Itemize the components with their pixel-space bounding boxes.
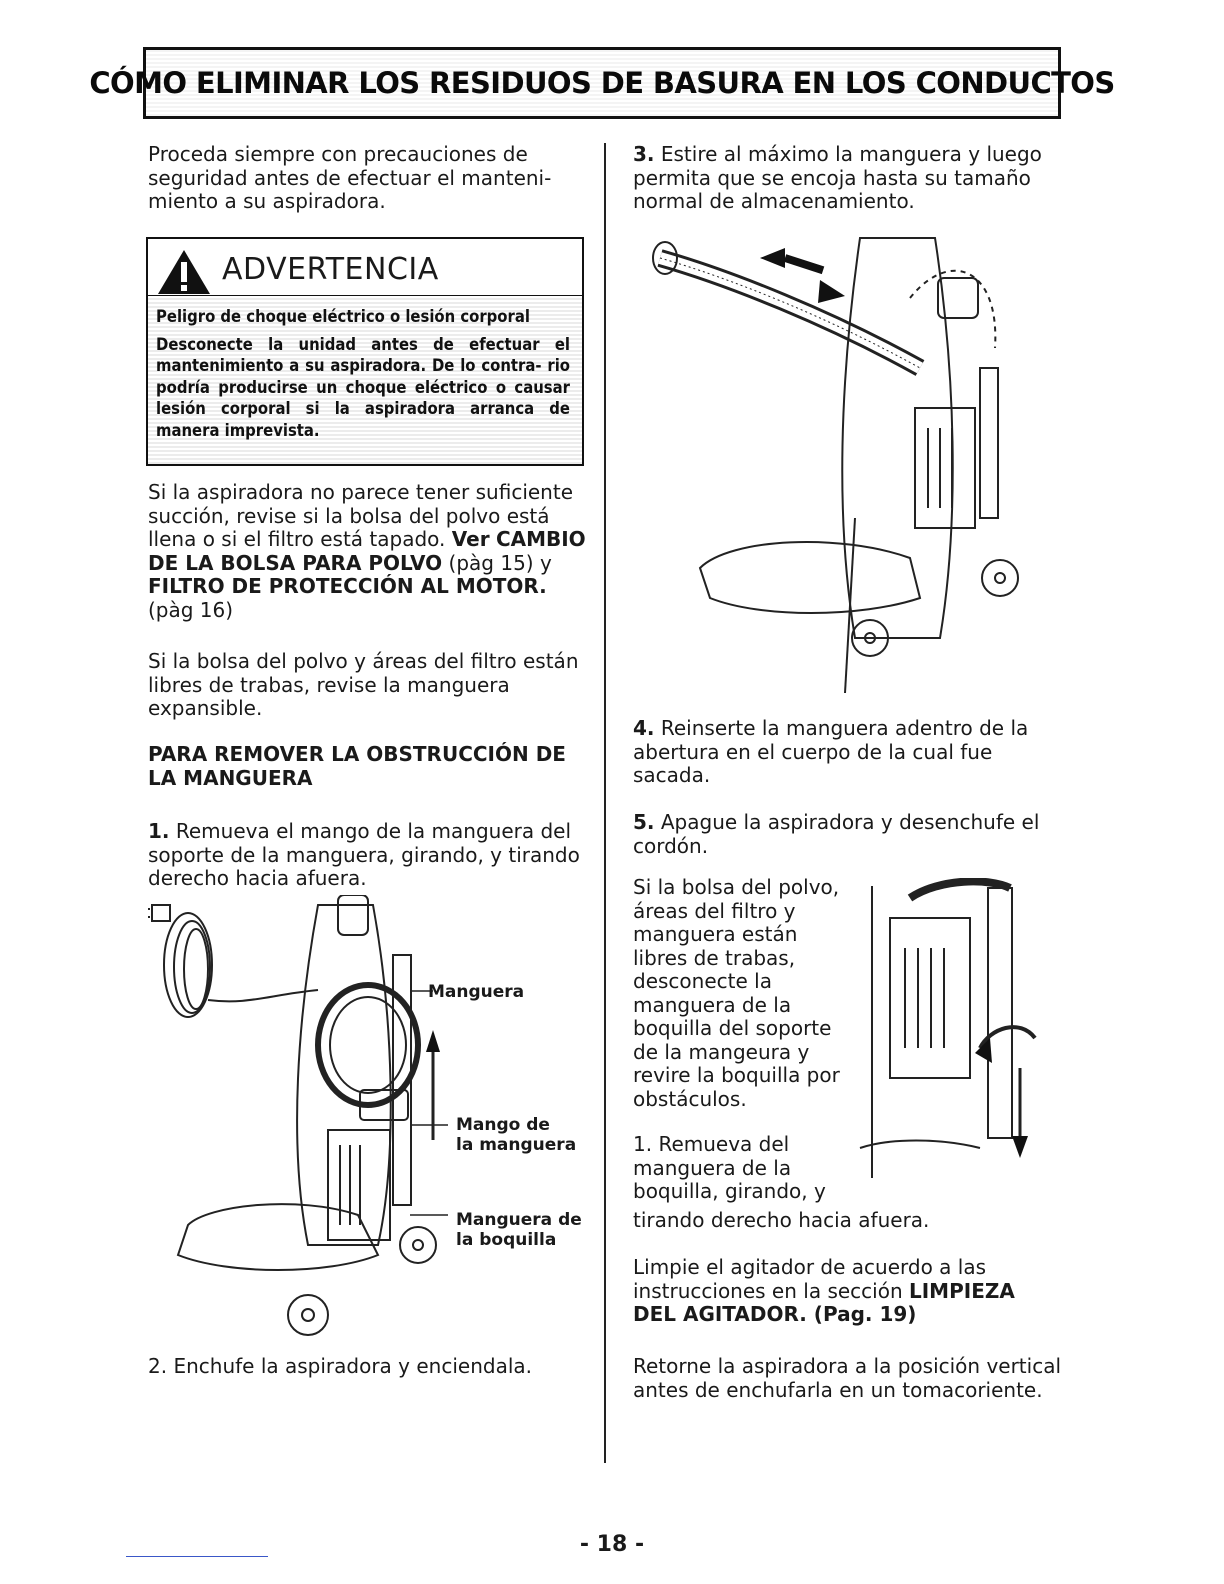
check-line-3: manguera están [633, 922, 798, 946]
step5-paragraph [633, 811, 1063, 858]
column-divider [604, 143, 606, 1463]
hose-check-text: Si la bolsa del polvo y áreas del filtro están libres de trabas, revise la manguera expansible. [148, 649, 579, 720]
suction-ref-bag: CAMBIO DE LA BOLSA PARA POLVO [148, 527, 586, 575]
section-heading [148, 743, 588, 790]
step2-number: 2. [148, 1354, 168, 1378]
warning-title: ADVERTENCIA [222, 252, 439, 287]
step1-paragraph [148, 820, 588, 891]
step2-text: Enchufe la aspiradora y enciendala. [173, 1354, 532, 1378]
label-nozzle-1: Manguera de [456, 1210, 582, 1230]
step3-text: Estire al máximo la manguera y luego permita que se encoja hasta su tamaño normal de almacenamiento. [633, 142, 1042, 213]
sub1-line-1: 1. Remueva del [633, 1132, 790, 1156]
step2-paragraph [148, 1355, 588, 1379]
check-paragraph [633, 876, 873, 1111]
step3-paragraph [633, 143, 1063, 214]
suction-ref-prefix: Ver [451, 527, 490, 551]
page-title: CÓMO ELIMINAR LOS RESIDUOS DE BASURA EN LOS CONDUCTOS [89, 66, 1115, 100]
return-paragraph [633, 1355, 1063, 1402]
intro-paragraph [148, 143, 588, 214]
warning-subtitle: Peligro de choque eléctrico o lesión corporal [156, 307, 530, 326]
agitator-ref: LIMPIEZA DEL AGITADOR. (Pag. 19) [633, 1278, 1015, 1326]
check-line-10: obstáculos. [633, 1086, 747, 1111]
label-handle-1: Mango de [456, 1115, 550, 1135]
check-line-7: boquilla del soporte [633, 1016, 832, 1040]
step4-text: Reinserte la manguera adentro de la abertura en el cuerpo de la cual fue sacada. [633, 716, 1029, 787]
label-handle-2: la manguera [456, 1135, 577, 1155]
return-text: Retorne la aspiradora a la posición vertical antes de enchufarla en un tomacoriente. [633, 1354, 1062, 1402]
suction-paragraph [148, 481, 588, 622]
step5-number: 5. [633, 810, 655, 834]
suction-ref-filter: FILTRO DE PROTECCIÓN AL MOTOR. [148, 574, 547, 598]
step5-text: Apague la aspiradora y desenchufe el cordón. [633, 810, 1040, 858]
intro-text: Proceda siempre con precauciones de seguridad antes de efectuar el manteni- miento a su aspiradora. [148, 142, 552, 213]
sub1-line-2: manguera de la [633, 1155, 792, 1180]
warning-body [146, 296, 584, 466]
check-line-8: de la mangeura y [633, 1039, 810, 1064]
sub1-line-3: boquilla, girando, y [633, 1179, 826, 1203]
warning-triangle-icon [156, 248, 212, 296]
step1-text: Remueva el mango de la manguera del soporte de la manguera, girando, y tirando derecho hacia afuera. [148, 819, 580, 890]
section-heading-text: PARA REMOVER LA OBSTRUCCIÓN DE LA MANGUERA [148, 742, 566, 790]
suction-ref-mid: (pàg 15) y [448, 550, 552, 575]
agitator-text: Limpie el agitador de acuerdo a las instrucciones en la sección [633, 1255, 987, 1303]
label-nozzle-2: la boquilla [456, 1230, 557, 1250]
hose-stretch-illustration [650, 218, 1030, 698]
page-title-box [89, 47, 1115, 119]
sub1-last-text: tirando derecho hacia afuera. [633, 1208, 930, 1232]
step4-number: 4. [633, 716, 655, 740]
page-number: - 18 - [579, 1532, 645, 1557]
bottom-rule [126, 1556, 268, 1557]
check-line-6: manguera de la [633, 992, 792, 1017]
check-line-5: desconecte la [633, 969, 772, 993]
hose-check-paragraph [148, 650, 588, 721]
label-hose: Manguera [428, 982, 525, 1002]
check-line-9: revire la boquilla por [633, 1063, 840, 1087]
check-line-2: áreas del filtro y [633, 898, 796, 923]
agitator-paragraph [633, 1256, 1063, 1327]
warning-text: Desconecte la unidad antes de efectuar el mantenimiento a su aspiradora. De lo contra- rio podría producirse un choque eléctrico o causar lesión corporal si la aspiradora arranca de manera imprevista. [156, 334, 570, 440]
vacuum-hose-illustration [148, 895, 448, 1340]
suction-ref-end: (pàg 16) [148, 597, 234, 622]
suction-text: Si la aspiradora no parece tener suficiente succión, revise si la bolsa del polvo está llena o si el filtro está tapado. [148, 480, 573, 551]
check-line-1: Si la bolsa del polvo, [633, 875, 840, 899]
check-line-4: libres de trabas, [633, 945, 796, 970]
nozzle-hose-illustration [850, 878, 1050, 1188]
step4-paragraph [633, 717, 1063, 788]
sub1-last-line [633, 1209, 1063, 1233]
step1-number: 1. [148, 819, 170, 843]
step3-number: 3. [633, 142, 655, 166]
sub1-paragraph [633, 1133, 873, 1204]
